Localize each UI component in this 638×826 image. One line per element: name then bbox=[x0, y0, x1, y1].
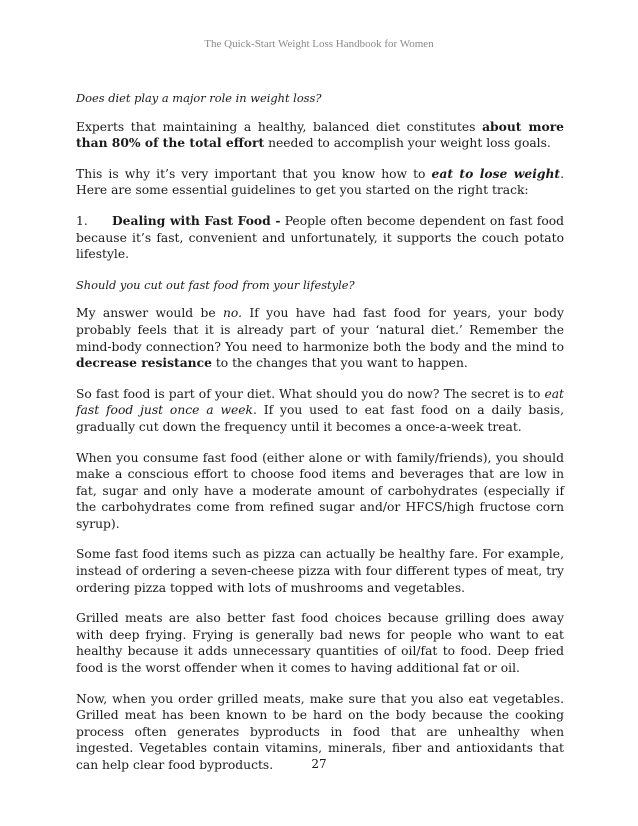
list-item-text: People often become dependent on fast food because it’s fast, convenient and unfortunately, it supports the couch potato lifestyle. bbox=[76, 213, 564, 262]
page-body bbox=[76, 90, 564, 788]
italic-span: no. bbox=[223, 306, 243, 321]
list-number: 1. bbox=[76, 213, 88, 228]
bold-italic-span: eat to lose weight bbox=[431, 165, 561, 181]
text-span: needed to accomplish your weight loss goals. bbox=[264, 136, 551, 151]
italic-span: eat fast food just once a week bbox=[76, 386, 564, 418]
list-item-fast-food bbox=[76, 213, 564, 263]
text-span: . If you used to eat fast food on a daily basis, gradually cut down the frequency until it becomes a once-a-week treat. bbox=[76, 403, 565, 434]
paragraph-answer bbox=[76, 305, 564, 371]
paragraph-vegetables: Now, when you order grilled meats, make sure that you also eat vegetables. Grilled meat has been known to be hard on the body because the cooking process often generates byproducts in food that are unhealthy when ingested. Vegetables contain vitamins, minerals, fiber and antioxidants that can help clear food byproducts. bbox=[76, 691, 564, 772]
text-span: If you have had fast food for years, your body probably feels that it is already part of your ‘natural diet.’ Remember the mind-body connection? You need to harmonize both the body and the mind to bbox=[76, 306, 564, 354]
bold-span: decrease resistance bbox=[76, 355, 212, 371]
paragraph-grilled-meats: Grilled meats are also better fast food choices because grilling does away with deep frying. Frying is generally bad news for people who want to eat healthy because it adds unnecessary quantities of oil/fat to food. Deep fried food is the worst offender when it comes to having additional fat or oil. bbox=[76, 611, 564, 676]
page-number: 27 bbox=[311, 757, 327, 771]
bold-span: about more than 80% of the total effort bbox=[76, 118, 564, 151]
paragraph-guidelines bbox=[76, 166, 564, 199]
text-span: to the changes that you want to happen. bbox=[211, 356, 468, 371]
text-span: My answer would be bbox=[76, 306, 224, 321]
question-diet: Does diet play a major role in weight loss? bbox=[76, 91, 322, 105]
paragraph-pizza: Some fast food items such as pizza can actually be healthy fare. For example, instead of ordering a seven-cheese pizza with four different types of meat, try ordering pizza topped with lots of mushrooms and vegetables. bbox=[76, 547, 564, 595]
list-item-title: Dealing with Fast Food - bbox=[112, 212, 281, 228]
paragraph-conscious-effort: When you consume fast food (either alone or with family/friends), you should make a conscious effort to choose food items and beverages that are low in fat, sugar and only have a moderate amount of carbohydrates (especially if the carbohydrates come from refined sugar and/or HFCS/high fructose corn syrup). bbox=[76, 450, 564, 531]
text-span: So fast food is part of your diet. What should you do now? The secret is to bbox=[76, 386, 545, 401]
paragraph-experts bbox=[76, 119, 564, 152]
text-span: . Here are some essential guidelines to get you started on the right track: bbox=[76, 166, 565, 198]
text-span: This is why it’s very important that you know how to bbox=[76, 166, 432, 181]
question-fast-food: Should you cut out fast food from your lifestyle? bbox=[76, 277, 355, 292]
running-header: The Quick-Start Weight Loss Handbook for Women bbox=[204, 38, 434, 50]
text-span: Experts that maintaining a healthy, balanced diet constitutes bbox=[76, 119, 483, 134]
paragraph-once-a-week bbox=[76, 386, 564, 436]
